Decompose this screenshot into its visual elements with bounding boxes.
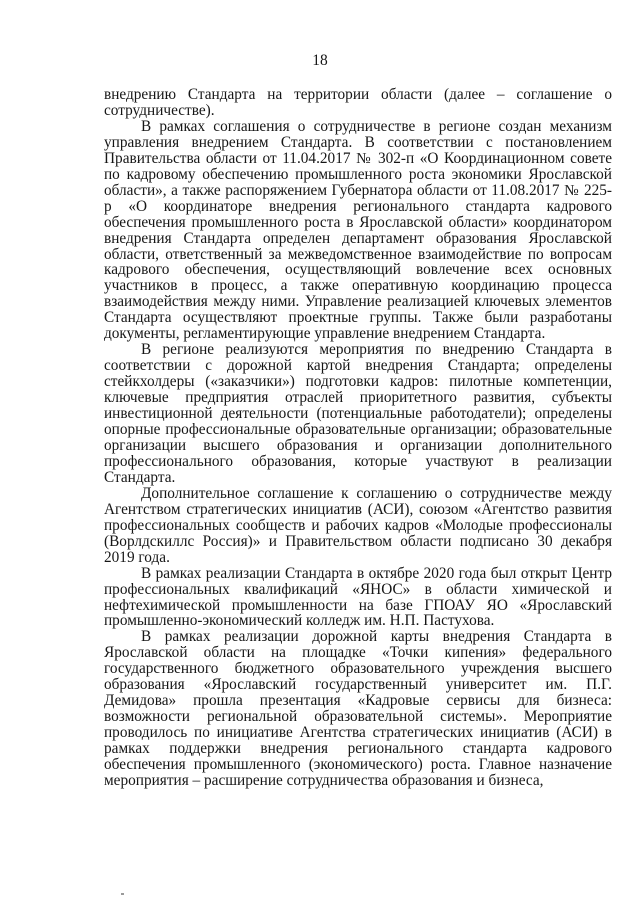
scan-speck bbox=[121, 893, 124, 895]
paragraph-roadmap-activities: В регионе реализуются мероприятия по внедрению Стандарта в соответствии с дорожной картой внедрения Стандарта; определены стейкхолдеры («заказчики») подготовки кадров: пилотные компетенции, ключевые предприятия отраслей приоритетного развития, субъекты инвестиционной деятельности (потенциальные работодатели); определены опорные профессиональные образовательные организации; образовательные организации высшего образования и организации дополнительного профессионального образования, которые участвуют в реализации Стандарта. bbox=[104, 341, 612, 486]
paragraph-coordination-mechanism: В рамках соглашения о сотрудничестве в регионе создан механизм управления внедрением Стандарта. В соответствии с постановлением Правительства области от 11.04.2017 № 302-п «О Координационном совете по кадровому обеспечению промышленного роста экономики Ярославской области», а также распоряжением Губернатора области от 11.08.2017 № 225-р «О координаторе внедрения регионального стандарта кадрового обеспечения промышленного роста в Ярославской области» координатором внедрения Стандарта определен департамент образования Ярославской области, ответственный за межведомственное взаимодействие по вопросам кадрового обеспечения, осуществляющий вовлечение всех основных участников в процесс, а также оперативную координацию процесса взаимодействия между ними. Управление реализацией ключевых элементов Стандарта осуществляют проектные группы. Также были разработаны документы, регламентирующие управление внедрением Стандарта. bbox=[104, 117, 612, 343]
document-body bbox=[104, 87, 612, 789]
paragraph-continuation: внедрению Стандарта на территории области (далее – соглашение о сотрудничестве). bbox=[104, 86, 612, 119]
paragraph-additional-agreement: Дополнительное соглашение к соглашению о сотрудничестве между Агентством стратегических инициатив (АСИ), союзом «Агентство развития профессиональных сообществ и рабочих кадров «Молодые профессионалы (Ворлдскиллс Россия)» и Правительством области подписано 30 декабря 2019 года. bbox=[104, 484, 612, 566]
page-number: 18 bbox=[312, 52, 328, 69]
paragraph-presentation-event: В рамках реализации дорожной карты внедрения Стандарта в Ярославской области на площадке «Точки кипения» федерального государственного бюджетного образовательного учреждения высшего образования «Ярославский государственный университет им. П.Г. Демидова» прошла презентация «Кадровые сервисы для бизнеса: возможности региональной образовательной системы». Мероприятие проводилось по инициативе Агентства стратегических инициатив (АСИ) в рамках поддержки внедрения регионального стандарта кадрового обеспечения промышленного (экономического) роста. Главное назначение мероприятия – расширение сотрудничества образования и бизнеса, bbox=[104, 628, 612, 789]
paragraph-qualification-center: В рамках реализации Стандарта в октябре 2020 года был открыт Центр профессиональных квалификаций «ЯНОС» в области химической и нефтехимической промышленности на базе ГПОАУ ЯО «Ярославский промышленно-экономический колледж им. Н.П. Пастухова. bbox=[104, 564, 612, 630]
